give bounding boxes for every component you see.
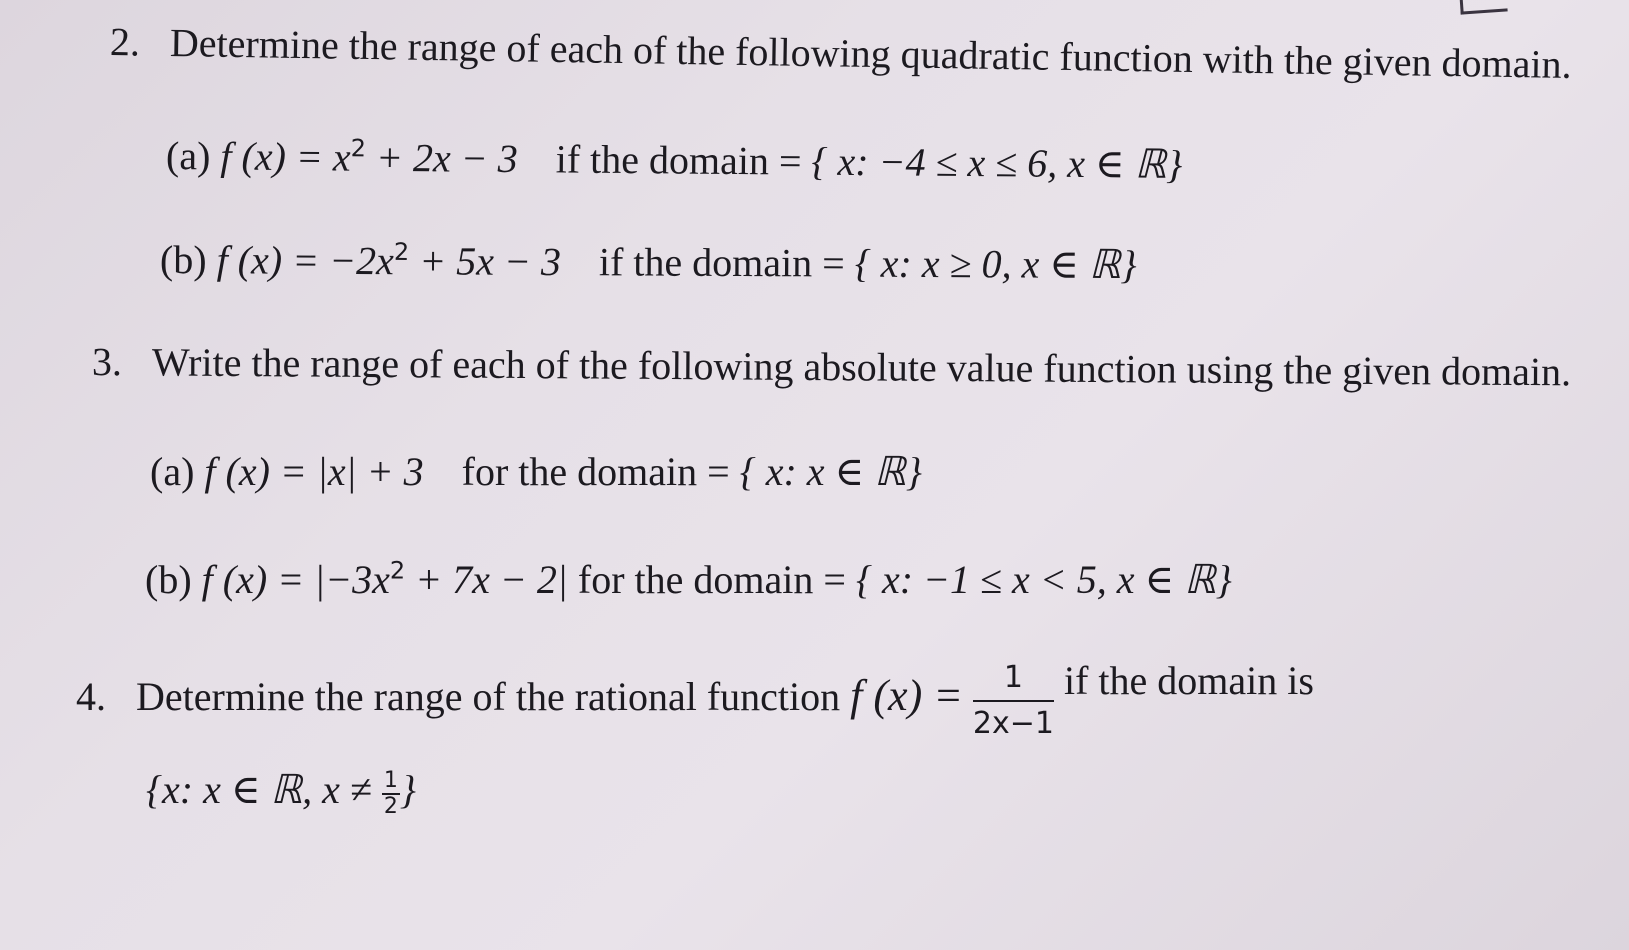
function-expression: f $(x) = x^2 + 2x - 3$: [220, 133, 518, 182]
condition-text: if the domain =: [598, 239, 845, 286]
question-text: Determine the range of each of the following quadratic function with the given domain.: [169, 19, 1572, 87]
question-2: [109, 19, 1572, 87]
fraction: [973, 660, 1054, 742]
question-4-domain: [146, 767, 416, 819]
question-text: Write the range of each of the following absolute value function using the given domain.: [151, 339, 1572, 395]
function-expression: f (x) = |x| + 3: [204, 449, 424, 494]
condition-text: for the domain =: [577, 557, 846, 602]
domain-set: { x: x ∈ ℝ}: [739, 449, 922, 494]
domain-set-close: }: [399, 767, 416, 813]
function-expression: f $(x) = -2x^2 + 5x - 3$: [216, 237, 562, 285]
question-number: 4.: [76, 674, 106, 720]
question-3: [91, 339, 1572, 395]
item-label: (b): [145, 557, 192, 602]
fraction-denominator: 2: [383, 794, 398, 819]
item-label: (a): [150, 449, 195, 494]
question-number: 2.: [109, 19, 141, 65]
question-2a: [165, 133, 1183, 187]
question-3b: [145, 556, 1232, 602]
domain-set: { x: −4 ≤ x ≤ 6, x ∈ ℝ}: [811, 138, 1183, 187]
condition-text: if the domain =: [555, 136, 802, 184]
question-4: [76, 660, 1314, 742]
function-expression: f $(x) = |-3x^2 + 7x - 2|$: [201, 556, 568, 602]
fraction-numerator: 1: [973, 660, 1054, 702]
pen-mark: [1459, 0, 1507, 15]
question-number: 3.: [91, 339, 123, 385]
item-label: (b): [159, 237, 207, 283]
item-label: (a): [165, 133, 211, 179]
function-expression: f (x) =: [850, 671, 963, 721]
question-3a: [150, 449, 922, 494]
question-text: Determine the range of the rational function: [136, 674, 841, 720]
domain-set: { x: x ≥ 0, x ∈ ℝ}: [854, 240, 1137, 288]
fraction-numerator: 1: [383, 768, 398, 793]
question-2b: [159, 237, 1137, 288]
condition-text: for the domain =: [461, 449, 730, 494]
fraction-denominator: 2x−1: [972, 706, 1054, 741]
domain-set: { x: −1 ≤ x < 5, x ∈ ℝ}: [855, 557, 1232, 602]
condition-text: if the domain is: [1064, 658, 1314, 704]
domain-set-open: {x: x ∈ ℝ, x ≠: [146, 767, 372, 813]
fraction-one-half: [382, 770, 400, 818]
